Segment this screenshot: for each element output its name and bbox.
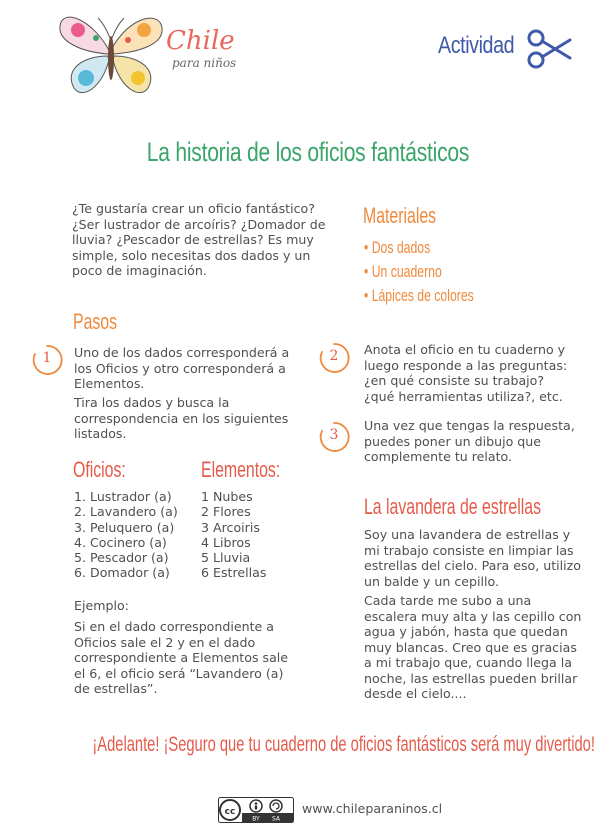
- list-item: 3. Peluquero (a): [74, 519, 175, 535]
- step-number-1: 1: [31, 344, 63, 376]
- material-item: • Dos dados: [364, 238, 431, 257]
- list-item: 3 Arcoiris: [201, 519, 260, 535]
- scissors-icon: [526, 28, 572, 70]
- list-item: 1 Nubes: [201, 489, 253, 504]
- step-number-2: 2: [318, 342, 350, 374]
- brand-wordmark: [166, 28, 236, 70]
- brand-name: Chile: [166, 26, 235, 56]
- creative-commons-badge: [218, 797, 294, 823]
- brand-tagline: para niños: [172, 56, 237, 70]
- list-item: 2 Flores: [201, 504, 251, 520]
- oficios-heading: Oficios:: [73, 457, 126, 482]
- list-item: 5 Lluvia: [201, 550, 251, 566]
- elementos-list: [201, 489, 301, 581]
- list-item: 6 Estrellas: [201, 565, 267, 581]
- list-item: 5. Pescador (a): [74, 550, 169, 566]
- list-item: 4. Cocinero (a): [74, 534, 167, 550]
- example-label: Ejemplo:: [74, 598, 129, 613]
- steps-heading: Pasos: [73, 309, 118, 334]
- list-item: 1. Lustrador (a): [74, 489, 172, 504]
- step-2-text: Anota el oficio en tu cuaderno y luego responde a las preguntas: ¿en qué consiste su trabajo? ¿qué herramientas utiliza?, etc.: [364, 342, 568, 404]
- svg-text:BY: BY: [252, 815, 260, 823]
- elementos-heading: Elementos:: [201, 457, 281, 482]
- story-paragraph-1: Soy una lavandera de estrellas y mi trabajo consiste en limpiar las estrellas del cielo. Para eso, utilizo un balde y un cepillo.: [364, 527, 581, 589]
- materials-heading: Materiales: [363, 203, 437, 228]
- step-number-3: 3: [318, 421, 350, 453]
- svg-text:cc: cc: [224, 807, 236, 817]
- step-1-text: Uno de los dados corresponderá a los Oficios y otro corresponderá a Elementos.: [74, 345, 290, 391]
- step-1-extra: Tira los dados y busca la correspondencia en los siguientes listados.: [74, 395, 289, 441]
- oficios-list: [74, 489, 200, 581]
- list-item: 4 Libros: [201, 534, 251, 550]
- butterfly-icon: [52, 8, 172, 100]
- activity-label: Actividad: [438, 32, 515, 59]
- material-item: • Lápices de colores: [364, 286, 474, 305]
- story-paragraph-2: Cada tarde me subo a una escalera muy alta y las cepillo con agua y jabón, hasta que quedan muy blancas. Creo que es gracias a mi trabajo que, cuando llega la noche, las estrellas pueden brillar desde el cielo....: [364, 593, 582, 701]
- example-text: Si en el dado correspondiente a Oficios sale el 2 y en el dado correspondiente a Elementos sale el 6, el oficio será “Lavandero (a) de estrellas”.: [74, 619, 289, 696]
- story-heading: La lavandera de estrellas: [364, 494, 541, 519]
- svg-text:SA: SA: [271, 815, 281, 823]
- step-3-text: Una vez que tengas la respuesta, puedes poner un dibujo que complemente tu relato.: [364, 418, 575, 464]
- website-link[interactable]: www.chileparaninos.cl: [302, 801, 443, 816]
- page-title: La historia de los oficios fantásticos: [146, 137, 470, 167]
- material-item: • Un cuaderno: [364, 262, 442, 281]
- list-item: 6. Domador (a): [74, 565, 170, 581]
- list-item: 2. Lavandero (a): [74, 504, 178, 520]
- footer-cta: ¡Adelante! ¡Seguro que tu cuaderno de oficios fantásticos será muy divertido!: [92, 733, 595, 756]
- intro-paragraph: ¿Te gustaría crear un oficio fantástico? ¿Ser lustrador de arcoíris? ¿Domador de lluvia? ¿Pescador de estrellas? Es muy simple, solo necesitas dos dados y un poco de imaginación.: [72, 201, 326, 278]
